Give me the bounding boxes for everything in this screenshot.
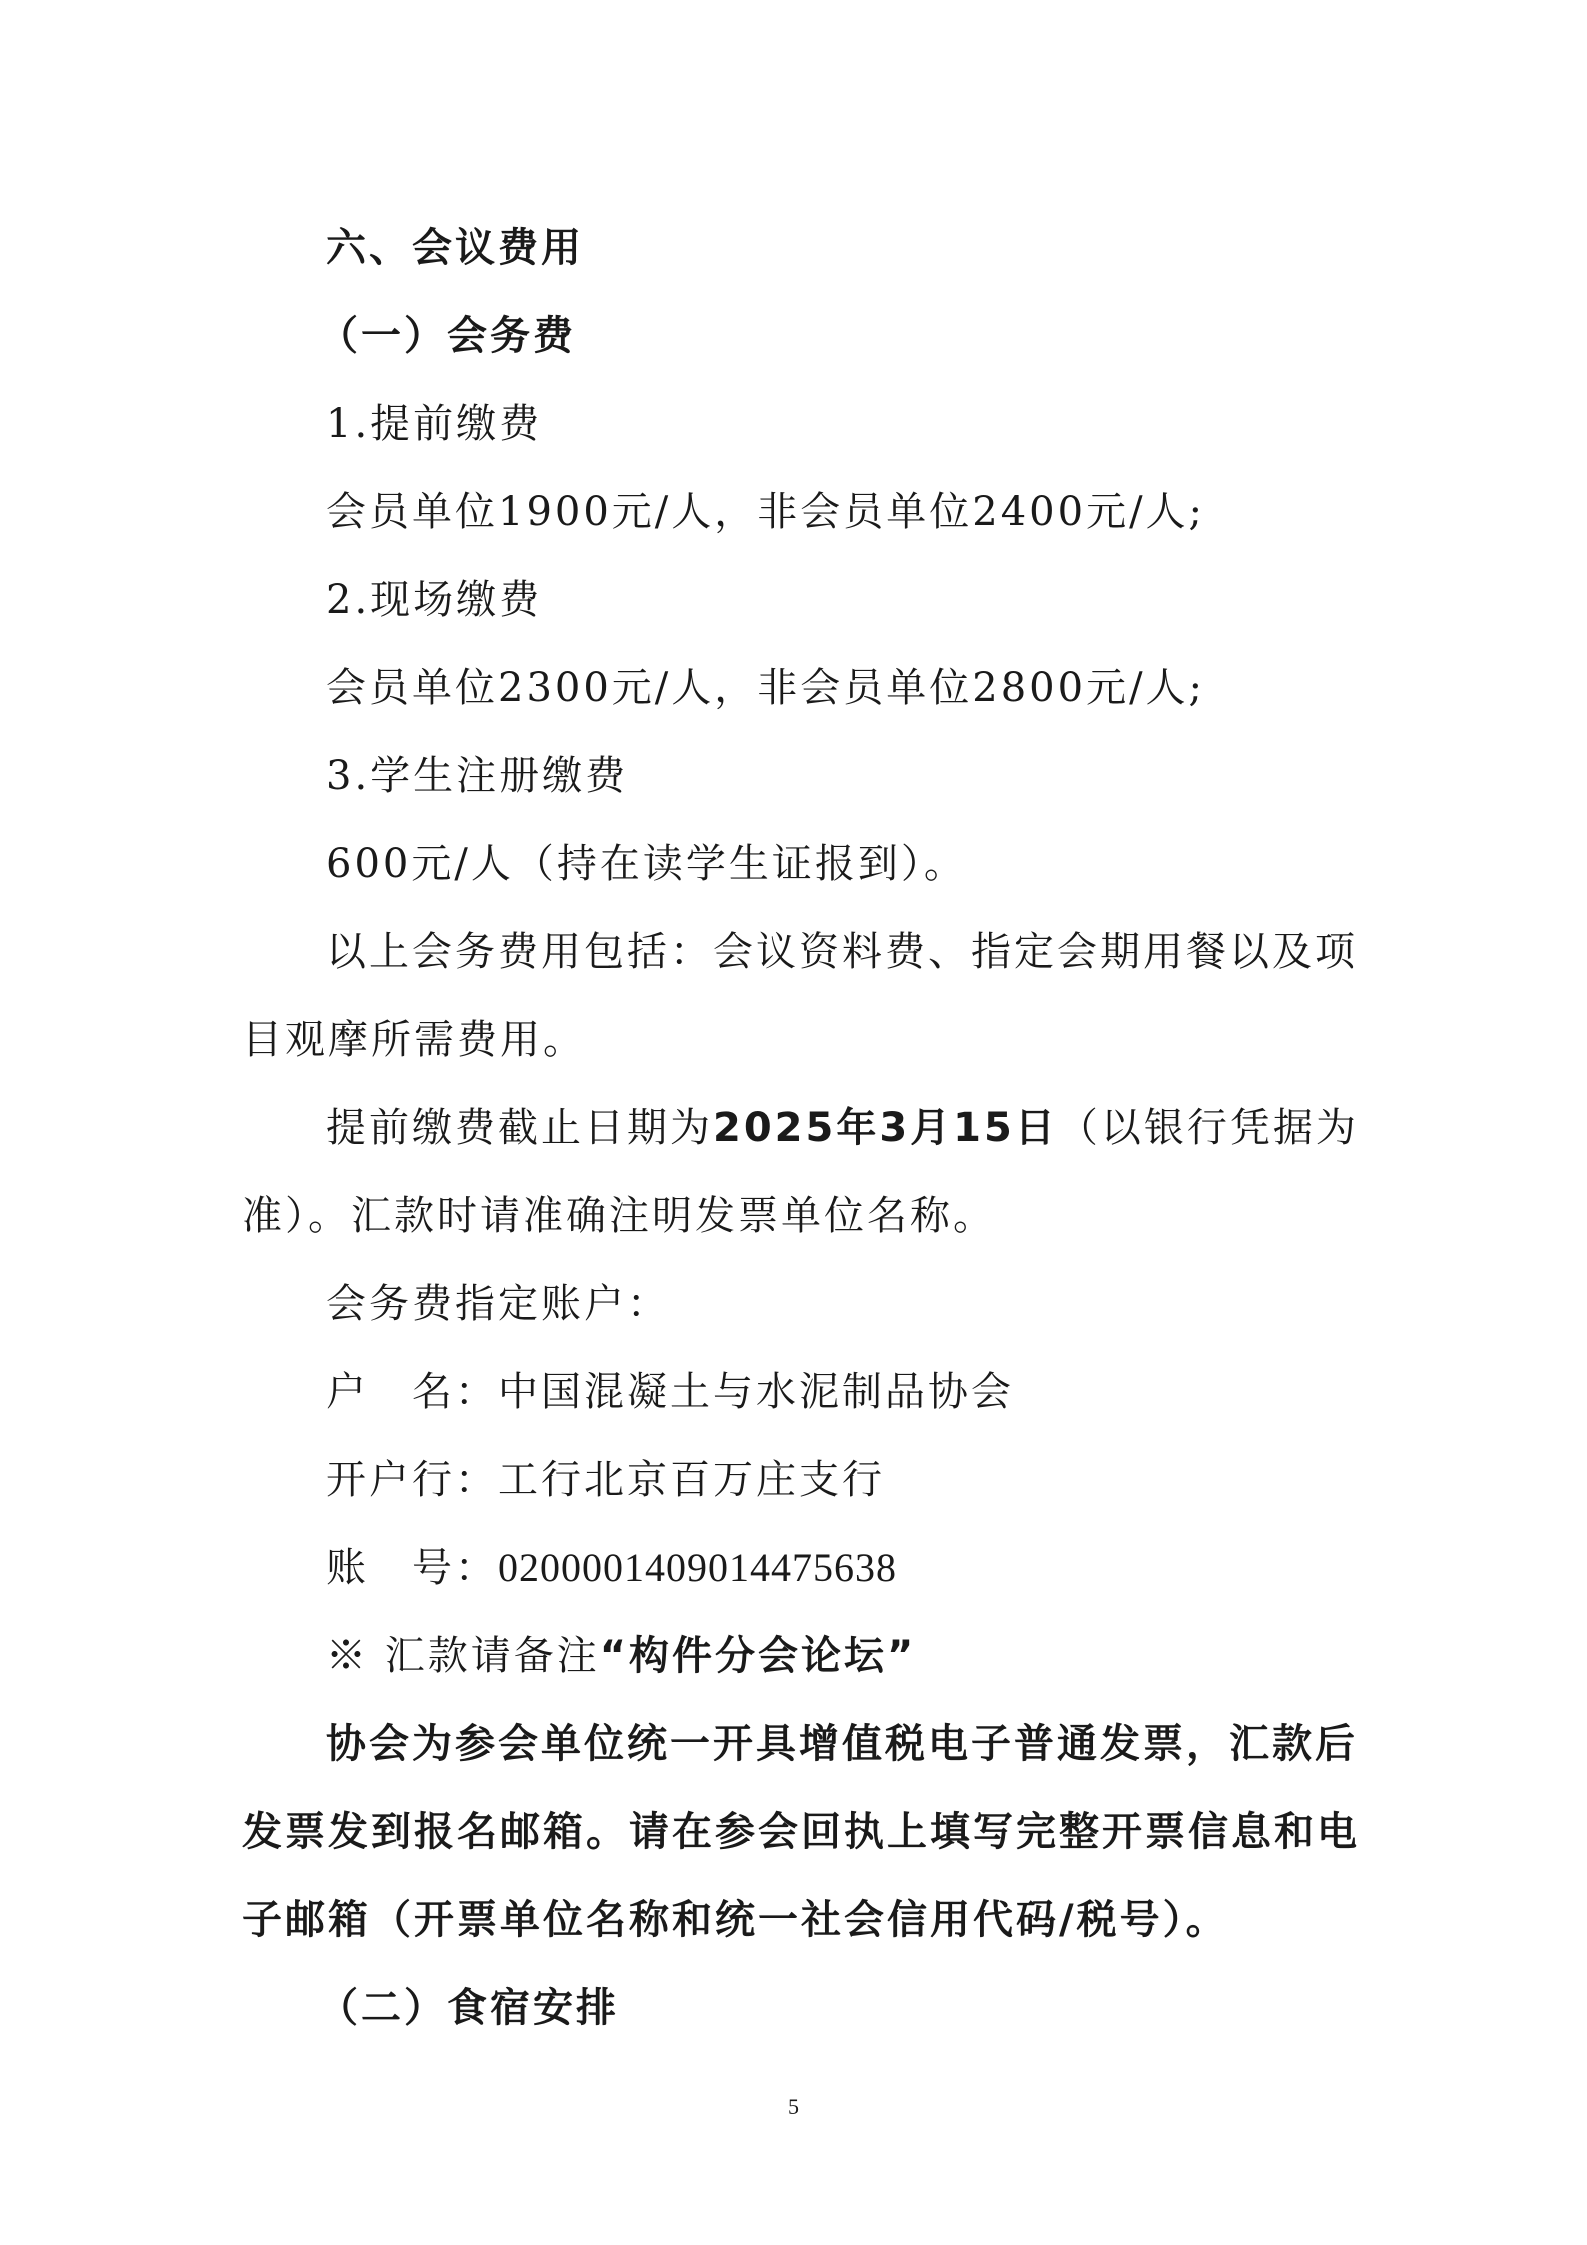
account-title: 会务费指定账户： — [326, 1281, 670, 1327]
deadline-line-2: 准）。汇款时请准确注明发票单位名称。 — [242, 1193, 996, 1239]
invoice-line-2: 发票发到报名邮箱。请在参会回执上填写完整开票信息和电 — [242, 1809, 1360, 1855]
remark-value: “构件分会论坛” — [599, 1633, 917, 1679]
remittance-remark — [326, 1630, 916, 1682]
subsection-heading-fees: （一）会务费 — [318, 313, 576, 359]
account-name-label: 户 名： — [326, 1369, 498, 1415]
fee-includes-line-2: 目观摩所需费用。 — [242, 1017, 586, 1063]
account-name-row — [326, 1366, 1014, 1418]
section-heading: 六、会议费用 — [326, 225, 584, 271]
account-bank-value: 工行北京百万庄支行 — [498, 1457, 885, 1503]
item-detail-student: 600元/人（持在读学生证报到）。 — [326, 841, 967, 887]
subsection-heading-accommodation: （二）食宿安排 — [318, 1985, 619, 2031]
item-label-student: 3.学生注册缴费 — [326, 753, 629, 799]
deadline-line-1 — [326, 1102, 1358, 1154]
item-detail-early: 会员单位1900元/人，非会员单位2400元/人; — [326, 489, 1206, 535]
deadline-date: 2025年3月15日 — [713, 1105, 1058, 1151]
invoice-line-3: 子邮箱（开票单位名称和统一社会信用代码/税号）。 — [242, 1897, 1229, 1943]
deadline-prefix: 提前缴费截止日期为 — [326, 1105, 713, 1151]
item-label-onsite: 2.现场缴费 — [326, 577, 543, 623]
account-bank-label: 开户行： — [326, 1457, 498, 1503]
account-name-value: 中国混凝土与水泥制品协会 — [498, 1369, 1014, 1415]
remark-prefix: ※ 汇款请备注 — [326, 1633, 600, 1679]
account-number-value: 0200001409014475638 — [498, 1545, 897, 1590]
account-number-row — [326, 1542, 897, 1594]
invoice-line-1: 协会为参会单位统一开具增值税电子普通发票，汇款后 — [326, 1721, 1358, 1767]
fee-includes-line-1: 以上会务费用包括：会议资料费、指定会期用餐以及项 — [326, 929, 1358, 975]
deadline-suffix: （以银行凭据为 — [1057, 1105, 1359, 1151]
account-number-label: 账 号： — [326, 1545, 498, 1591]
page-number: 5 — [788, 2094, 799, 2119]
item-detail-onsite: 会员单位2300元/人，非会员单位2800元/人; — [326, 665, 1206, 711]
item-label-early: 1.提前缴费 — [326, 401, 543, 447]
account-bank-row — [326, 1454, 885, 1506]
